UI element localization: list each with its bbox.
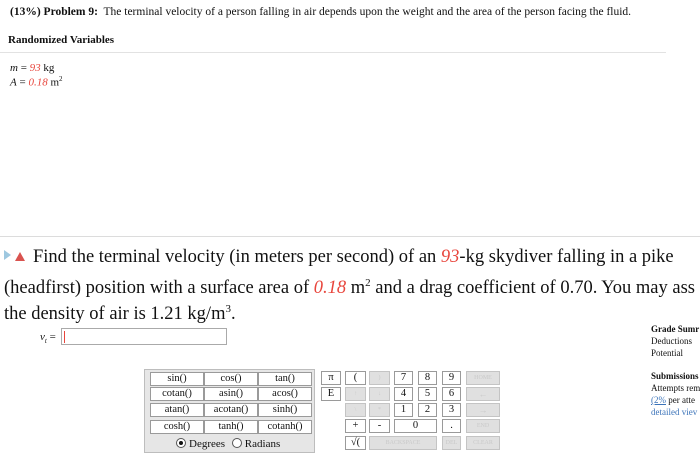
func-tanh[interactable]: tanh() bbox=[204, 420, 258, 434]
digit-3-key[interactable]: 3 bbox=[442, 403, 461, 417]
attempts-label: Attempts rem bbox=[651, 383, 700, 393]
func-acotan[interactable]: acotan() bbox=[204, 403, 258, 417]
problem-statement: The terminal velocity of a person falling in air depends upon the weight and the area of the person facing the fluid. bbox=[103, 6, 632, 18]
left-arrow-key[interactable]: ← bbox=[466, 387, 500, 401]
digit-2-key[interactable]: 2 bbox=[418, 403, 437, 417]
home-key[interactable]: HOME bbox=[466, 371, 500, 385]
end-key[interactable]: END bbox=[466, 419, 500, 433]
sqrt-key[interactable]: √( bbox=[345, 436, 366, 450]
grade-panel bbox=[651, 323, 700, 418]
func-acos[interactable]: acos() bbox=[258, 387, 312, 401]
problem-weight: (13%) bbox=[10, 6, 41, 18]
minus-key[interactable]: - bbox=[369, 419, 390, 433]
potential-label: Potential bbox=[651, 348, 683, 358]
answer-input[interactable] bbox=[61, 328, 227, 345]
question-area-value: 0.18 bbox=[313, 278, 347, 299]
func-tan[interactable]: tan() bbox=[258, 372, 312, 386]
variable-a-value: 0.18 bbox=[28, 76, 48, 89]
problem-title: Problem 9: bbox=[43, 6, 98, 18]
per-attempt-label: (2% per atte bbox=[651, 395, 695, 405]
digit-1-key[interactable]: 1 bbox=[394, 403, 413, 417]
submissions-title: Submissions bbox=[651, 371, 699, 381]
randomized-variables-title: Randomized Variables bbox=[8, 34, 115, 46]
radians-label: Radians bbox=[244, 438, 281, 450]
variable-m-value: 93 bbox=[29, 62, 41, 74]
digit-9-key[interactable]: 9 bbox=[442, 371, 461, 385]
times-key[interactable]: * bbox=[369, 403, 390, 417]
func-sin[interactable]: sin() bbox=[150, 372, 204, 386]
backslash-key[interactable]: \ bbox=[345, 403, 366, 417]
up-arrow-key[interactable]: ↑ bbox=[345, 387, 366, 401]
digit-0-key[interactable]: 0 bbox=[394, 419, 437, 433]
func-cos[interactable]: cos() bbox=[204, 372, 258, 386]
backspace-key[interactable]: BACKSPACE bbox=[369, 436, 437, 450]
right-arrow-key[interactable]: → bbox=[466, 403, 500, 417]
func-sinh[interactable]: sinh() bbox=[258, 403, 312, 417]
problem-header bbox=[10, 6, 631, 18]
grade-summary-title: Grade Sumr bbox=[651, 324, 700, 334]
plus-key[interactable]: + bbox=[345, 419, 366, 433]
func-cotan[interactable]: cotan() bbox=[150, 387, 204, 401]
warning-icon bbox=[15, 252, 25, 261]
clear-key[interactable]: CLEAR bbox=[466, 436, 500, 450]
e-key[interactable]: E bbox=[321, 387, 341, 401]
digit-8-key[interactable]: 8 bbox=[418, 371, 437, 385]
angle-mode bbox=[176, 438, 280, 450]
play-icon[interactable] bbox=[4, 250, 11, 260]
variable-m: m = 93 kg bbox=[10, 62, 55, 74]
dot-key[interactable]: . bbox=[442, 419, 461, 433]
func-asin[interactable]: asin() bbox=[204, 387, 258, 401]
answer-label: $v_t$ = bbox=[40, 331, 56, 346]
degrees-radio[interactable] bbox=[176, 438, 186, 448]
func-atan[interactable]: atan() bbox=[150, 403, 204, 417]
digit-5-key[interactable]: 5 bbox=[418, 387, 437, 401]
question-mass-value: 93 bbox=[440, 247, 460, 267]
digit-6-key[interactable]: 6 bbox=[442, 387, 461, 401]
question-text: Find the terminal velocity (in meters per second) of an 93-kg skydiver falling in a pike (headfirst) position with a surface area of 0.18 $m^2$ and a drag coefficient of 0.70. You may ass the density of air is 1.21 $kg/m^3$. bbox=[4, 247, 696, 325]
func-cosh[interactable]: cosh() bbox=[150, 420, 204, 434]
detailed-view-link[interactable]: detailed viev bbox=[651, 407, 698, 417]
open-paren-key[interactable]: ( bbox=[345, 371, 366, 385]
digit-7-key[interactable]: 7 bbox=[394, 371, 413, 385]
deductions-label: Deductions bbox=[651, 336, 692, 346]
variable-a: A = 0.18 $m^2$ bbox=[10, 75, 63, 89]
radians-radio[interactable] bbox=[232, 438, 242, 448]
func-cotanh[interactable]: cotanh() bbox=[258, 420, 312, 434]
digit-4-key[interactable]: 4 bbox=[394, 387, 413, 401]
divider bbox=[0, 236, 700, 237]
divider bbox=[0, 52, 666, 53]
degrees-label: Degrees bbox=[189, 438, 226, 450]
down-arrow-key[interactable]: ↓ bbox=[369, 387, 390, 401]
pi-key[interactable]: π bbox=[321, 371, 341, 385]
text-caret bbox=[64, 331, 65, 343]
del-key[interactable]: DEL bbox=[442, 436, 461, 450]
close-paren-key[interactable]: ) bbox=[369, 371, 390, 385]
